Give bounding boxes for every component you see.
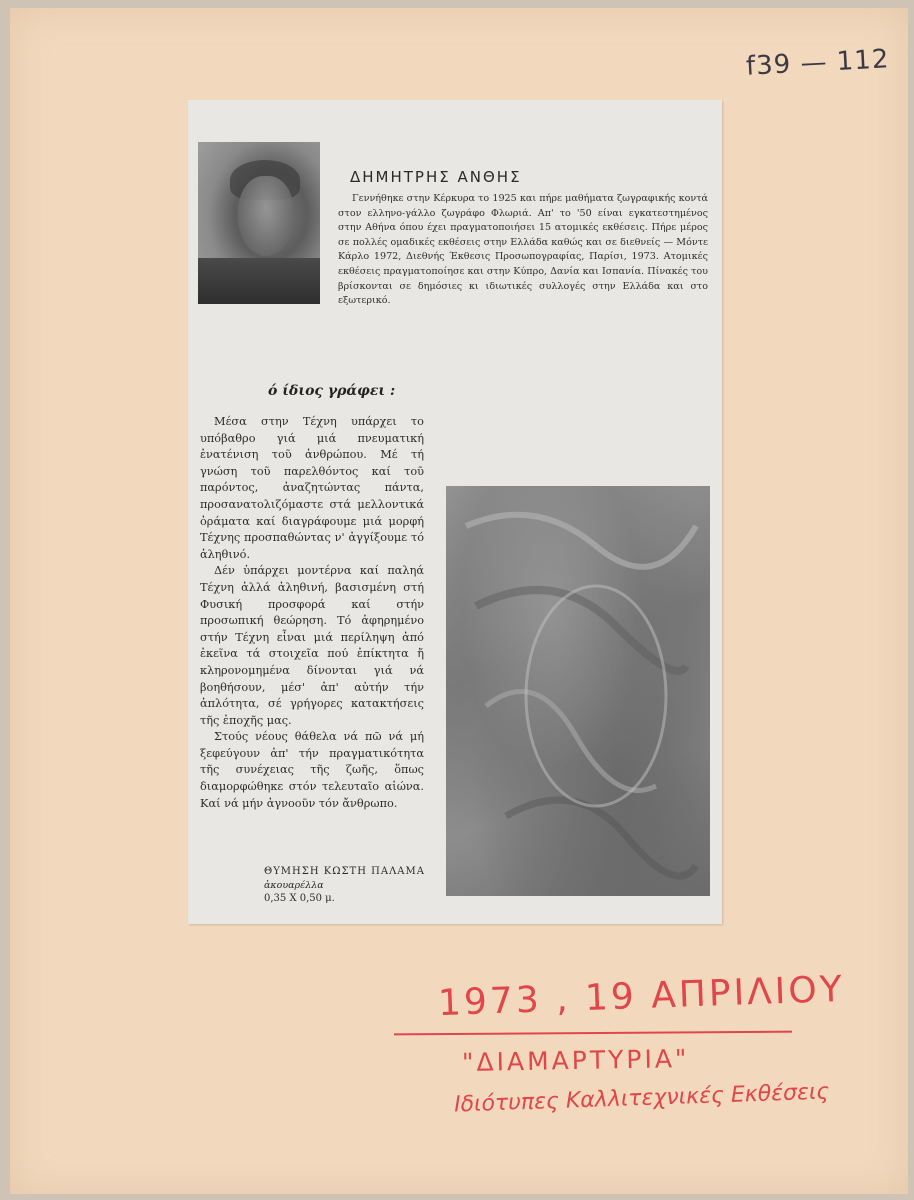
painting-dimensions: 0,35 Χ 0,50 μ. <box>264 893 335 904</box>
artist-portrait-photo <box>198 142 320 304</box>
statement-paragraph-3: Στούς νέους θάθελα νά πῶ νά μή ξεφεύγουν ἀπ' τήν πραγματικότητα τῆς συνέχειας τῆς ζωῆς, ὅπως διαμορφώθηκε στόν τελευταῖο αἰώνα. Καί νά μήν ἀγνοοῦν τόν ἄνθρωπο. <box>200 730 424 810</box>
portrait-coat <box>198 258 320 304</box>
statement-paragraph-2: Δέν ὑπάρχει μοντέρνα καί παληά Τέχνη ἀλλά ἀληθινή, βασισμένη στή Φυσική προσφορά καί στήν προσωπική θεώρηση. Τό ἀφηρημένο στήν Τέχνη εἶναι μιά περίληψη ἀπό ἐκεῖνα τά στοιχεῖα πού ἐπίκτητα ἤ κληρονομημένα δίνονται γιά νά βοηθήσουν, μέσ' ἀπ' αὐτήν τήν ἀπλότητα, σέ γρήγορες κατακτήσεις τῆς ἐποχῆς μας. <box>200 564 424 727</box>
painting-brushstrokes <box>446 486 710 896</box>
statement-paragraph-1: Μέσα στην Τέχνη υπάρχει το υπόβαθρο γιά μιά πνευματική ἐνατένιση τοῦ ἀνθρώπου. Μέ τή γνώση τοῦ παρελθόντος καί τοῦ παρόντος, ἀναζητώντας πάντα, προσανατολιζόμαστε στά μελλοντικά ὁράματα καί διαγράφουμε μιά μορφή Τέχνης προσπαθώντας ν' ἀγγίξουμε τό ἀληθινό. <box>200 415 424 561</box>
handwritten-date: 1973 , 19 ΑΠΡΙΛΙΟΥ <box>437 968 846 1025</box>
quote-subheading: ό ίδιος γράφει : <box>268 383 396 399</box>
newspaper-clipping <box>188 100 722 924</box>
artist-biography: Γεννήθηκε στην Κέρκυρα το 1925 και πήρε μαθήματα ζωγραφικής κοντά στον ελληνο-γάλλο ζωγράφο Φλωριά. Απ' το '50 είναι εγκατεστημένος στην Αθήνα όπου έχει πραγματοποιήσει 15 ατομικές εκθέσεις. Πήρε μέρος σε πολλές ομαδικές εκθέσεις στην Ελλάδα καθώς και σε διεθνείς — Μόντε Κάρλο 1972, Διεθνής Έκθεσις Προσωπογραφίας, Παρίσι, 1973. Ατομικές εκθέσεις πραγματοποίησε και στην Κύπρο, Δανία και Ισπανία. Πίνακές του βρίσκονται σε δημόσιες κι ιδιωτικές συλλογές στην Ελλάδα και στο εξωτερικό. <box>338 193 708 307</box>
painting-medium: ἀκουαρέλλα <box>264 880 324 891</box>
handwritten-note: Ιδιότυπες Καλλιτεχνικές Εκθέσεις <box>453 1079 830 1118</box>
artist-statement <box>200 414 424 812</box>
artist-name-heading: ΔΗΜΗΤΡΗΣ ΑΝΘΗΣ <box>350 168 522 186</box>
painting-title: ΘΥΜΗΣΗ ΚΩΣΤΗ ΠΑΛΑΜΑ <box>264 866 425 877</box>
archive-reference: f39 — 112 <box>745 44 891 82</box>
archive-sheet <box>10 8 908 1194</box>
painting-reproduction <box>446 486 710 896</box>
handwritten-underline <box>394 1031 792 1036</box>
portrait-face <box>238 176 294 256</box>
handwritten-exhibition-title: "ΔΙΑΜΑΡΤΥΡΙΑ" <box>461 1044 690 1077</box>
